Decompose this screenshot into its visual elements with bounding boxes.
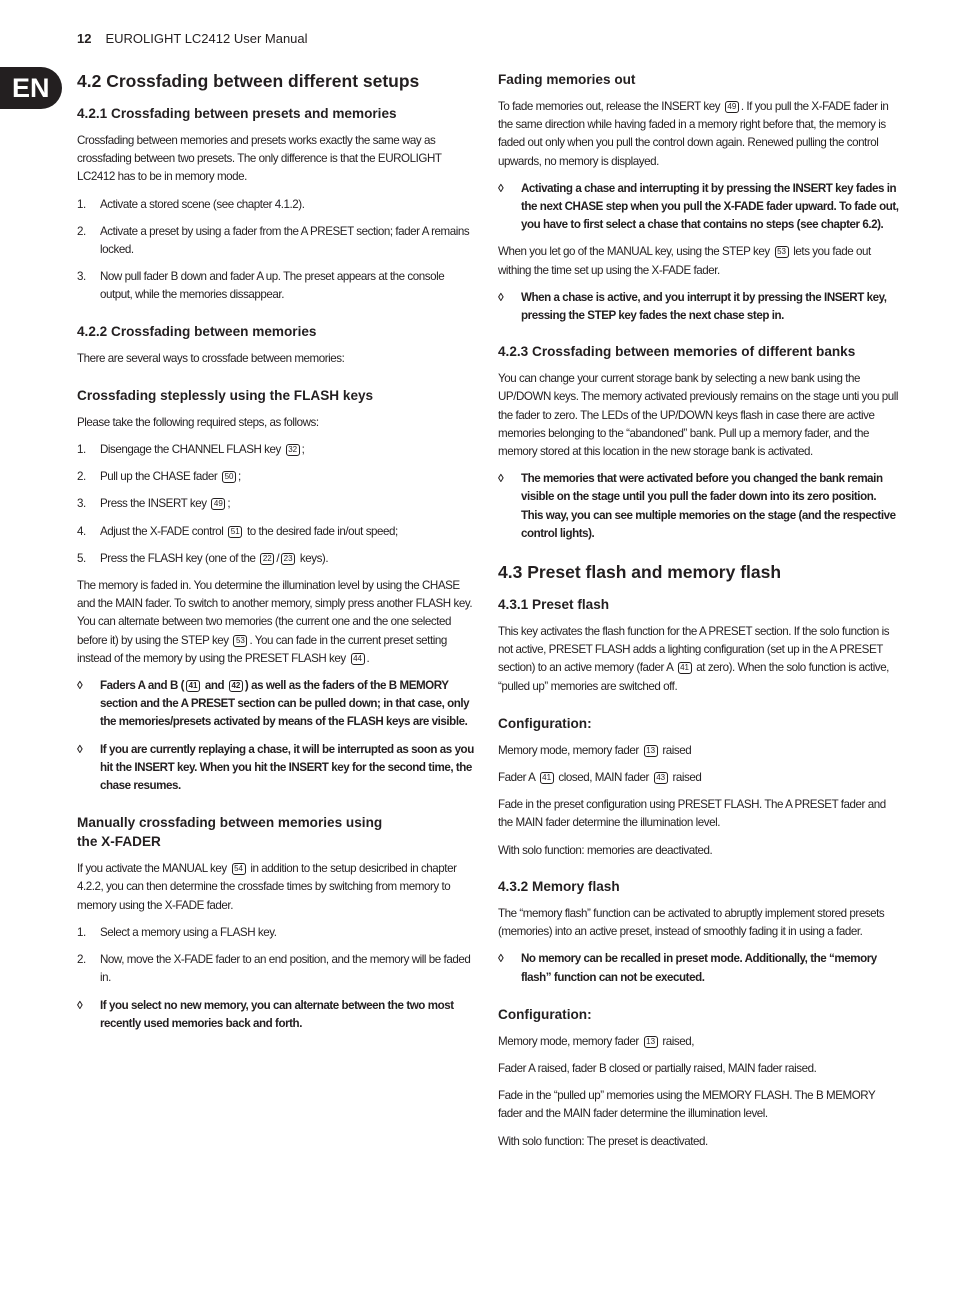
control-reference: 23: [281, 553, 295, 565]
control-reference: 54: [232, 863, 246, 875]
heading-line: the X-FADER: [77, 834, 161, 850]
step-number: 1.: [77, 925, 86, 939]
subsection-heading-4-2-1: 4.2.1 Crossfading between presets and memories: [77, 106, 397, 121]
step-text-part: Adjust the X-FADE control: [100, 524, 224, 538]
heading-fading-out: Fading memories out: [498, 72, 636, 87]
left-column: [77, 70, 479, 1042]
step-number: 2.: [77, 470, 86, 484]
subsection-heading-4-3-1: 4.3.1 Preset flash: [498, 597, 610, 613]
diamond-icon: ◊: [77, 679, 83, 693]
text-run: raised: [662, 743, 692, 757]
list-item: [77, 924, 479, 942]
subsection-heading-4-2-2: 4.2.2 Crossfading between memories: [77, 323, 317, 339]
page-header: [77, 31, 308, 46]
text-run: and: [204, 679, 225, 693]
control-reference: 53: [233, 635, 247, 647]
control-reference: 13: [644, 745, 658, 757]
heading-manual-crossfade: [77, 813, 479, 851]
steps-list: [77, 924, 479, 988]
step-text: [100, 441, 479, 459]
right-column: [498, 70, 900, 1160]
control-reference: 32: [286, 444, 300, 456]
note: [77, 997, 479, 1033]
paragraph: [77, 860, 479, 915]
step-text-part: keys).: [299, 551, 329, 565]
text-run: Memory mode, memory fader: [498, 1034, 639, 1048]
paragraph: There are several ways to crossfade between memories:: [77, 351, 345, 365]
heading-flash-keys: Crossfading steplessly using the FLASH keys: [77, 387, 374, 403]
text-run: in addition to the setup desicribed in chapter 4.2.2, you can then determine the crossfade times by switching from memory to memory using the X-FADE fader.: [77, 862, 457, 912]
text-run: ) as well as the faders of the B MEMORY section and the A PRESET section can be pulled down; in that case, only the memories/presets activated by means of the FLASH keys are visible.: [100, 679, 470, 729]
text-run: Fader A: [498, 771, 535, 785]
separator: /: [276, 551, 280, 565]
text-run: If you activate the MANUAL key: [77, 862, 227, 876]
subsection-heading-4-3-2: 4.3.2 Memory flash: [498, 878, 620, 894]
paragraph: [498, 623, 900, 696]
note: [498, 950, 900, 986]
text-run: Memory mode, memory fader: [498, 743, 639, 757]
note-text: When a chase is active, and you interrupt it by pressing the INSERT key, pressing the STEP key fades the next chase step in.: [521, 290, 887, 323]
note-text: If you select no new memory, you can alternate between the two most recently used memories back and forth.: [100, 998, 454, 1030]
diamond-icon: ◊: [77, 998, 83, 1012]
text-run: closed, MAIN fader: [558, 771, 649, 785]
step-text: [100, 550, 479, 568]
list-item: [77, 223, 479, 259]
step-text: [100, 523, 479, 541]
subsection-heading-4-2-3: 4.2.3 Crossfading between memories of different banks: [498, 344, 856, 360]
list-item: [77, 441, 479, 459]
paragraph: With solo function: The preset is deactivated.: [498, 1134, 708, 1148]
step-number: 3.: [77, 270, 86, 284]
note: [498, 180, 900, 235]
step-text: Activate a preset by using a fader from the A PRESET section; fader A remains locked.: [100, 224, 470, 257]
page-number: 12: [77, 31, 92, 46]
text-run: lets you fade out withing the time set up using the X-FADE fader.: [498, 245, 871, 277]
step-number: 2.: [77, 224, 86, 238]
text-run: To fade memories out, release the INSERT key: [498, 100, 721, 113]
heading-configuration: Configuration:: [498, 715, 592, 731]
text-run: Faders A and B (: [100, 679, 185, 693]
paragraph: Fade in the preset configuration using PRESET FLASH. The A PRESET fader and the MAIN fader determine the illumination level.: [498, 798, 886, 830]
note: [498, 470, 900, 543]
steps-list: [77, 196, 479, 305]
section-heading-4-3: 4.3 Preset flash and memory flash: [498, 562, 782, 583]
note-text: The memories that were activated before you changed the bank remain visible on the stage until you pull the fader down into its zero position. This way, you can see multiple memories on the stage (and the respective control lights).: [521, 472, 896, 540]
step-number: 5.: [77, 551, 86, 565]
paragraph: You can change your current storage bank by selecting a new bank using the UP/DOWN keys. The memory activated previously remains on the stage unti you pull the fader to zero. The LEDs of the UP/DOWN keys flash in case there are active memories belonging to the “abandoned” bank. Pull up a memory fader, and the memory stored at this location in the new storage bank is activated.: [498, 372, 899, 459]
paragraph: [498, 98, 900, 171]
text-run: . You can fade in the current preset setting instead of the memory by using the PRESET FLASH key: [77, 633, 447, 665]
step-text: Select a memory using a FLASH key.: [100, 925, 277, 939]
step-text-part: Press the INSERT key: [100, 497, 207, 511]
step-text: Activate a stored scene (see chapter 4.1.2).: [100, 197, 305, 211]
text-run: raised,: [662, 1034, 695, 1048]
step-text-part: to the desired fade in/out speed;: [247, 524, 398, 538]
note: [77, 741, 479, 796]
text-run: . If you pull the X-FADE fader in the same direction while having faded in a memory right before that, the memory is faded out only when you pull the control down again. Renewed pulling the control upwards, no memory is displayed.: [498, 100, 889, 168]
language-tab: EN: [0, 67, 62, 109]
list-item: [77, 951, 479, 987]
list-item: [77, 523, 479, 541]
step-text-part: ;: [227, 497, 231, 511]
step-text-part: Press the FLASH key (one of the: [100, 551, 256, 565]
manual-title: EUROLIGHT LC2412 User Manual: [105, 31, 308, 46]
list-item: [77, 495, 479, 513]
step-number: 1.: [77, 197, 86, 211]
diamond-icon: ◊: [498, 181, 504, 195]
control-reference: 41: [540, 772, 554, 784]
paragraph: Please take the following required steps, as follows:: [77, 415, 319, 429]
text-run: raised: [672, 771, 702, 785]
step-text: [100, 495, 479, 513]
paragraph: [498, 742, 900, 760]
list-item: [77, 468, 479, 486]
control-reference: 43: [654, 772, 668, 784]
control-reference: 49: [211, 498, 225, 510]
control-reference: 49: [725, 101, 739, 113]
note-text: No memory can be recalled in preset mode. Additionally, the “memory flash” function can not be executed.: [521, 952, 877, 984]
control-reference: 41: [186, 680, 200, 692]
control-reference: 51: [228, 526, 242, 538]
text-run: This key activates the flash function for the A PRESET section. If the solo function is not active, PRESET FLASH adds a lighting configuration (set up in the A PRESET section) to an active memory (fader A: [498, 625, 890, 675]
note-text: If you are currently replaying a chase, it will be interrupted as soon as you hit the INSERT key. When you hit the INSERT key for the second time, the chase resumes.: [100, 742, 474, 793]
paragraph: With solo function: memories are deactivated.: [498, 843, 713, 857]
control-reference: 44: [351, 653, 365, 665]
list-item: [77, 268, 479, 304]
text-run: .: [366, 651, 370, 665]
step-text-part: Pull up the CHASE fader: [100, 470, 218, 484]
step-text-part: ;: [238, 470, 241, 484]
paragraph: [498, 1033, 900, 1051]
paragraph: [498, 243, 900, 279]
step-number: 4.: [77, 524, 86, 538]
note-text: Activating a chase and interrupting it by pressing the INSERT key fades in the next CHASE step when you pull the X-FADE fader upward. To fade out, you have to first select a chase that contains no steps (see chapter 6.2).: [521, 181, 899, 232]
step-text-part: Disengage the CHANNEL FLASH key: [100, 443, 281, 457]
control-reference: 42: [229, 680, 243, 692]
paragraph: [498, 769, 900, 787]
step-text: Now pull fader B down and fader A up. The preset appears at the console output, while the memories dissappear.: [100, 270, 445, 302]
diamond-icon: ◊: [498, 952, 504, 966]
step-text: Now, move the X-FADE fader to an end position, and the memory will be faded in.: [100, 953, 471, 985]
control-reference: 50: [222, 471, 236, 483]
step-number: 2.: [77, 953, 86, 967]
step-text-part: ;: [301, 443, 305, 457]
control-reference: 53: [775, 246, 789, 258]
list-item: [77, 550, 479, 568]
diamond-icon: ◊: [77, 742, 83, 756]
step-number: 3.: [77, 497, 86, 511]
text-run: When you let go of the MANUAL key, using the STEP key: [498, 245, 770, 259]
paragraph: Fader A raised, fader B closed or partially raised, MAIN fader raised.: [498, 1061, 817, 1075]
note: [77, 677, 479, 732]
control-reference: 13: [644, 1036, 658, 1048]
text-run: The memory is faded in. You determine the illumination level by using the CHASE and the MAIN fader. To switch to another memory, simply press another FLASH key. You can alternate between two memories (the current one and the one selected before it) by using the STEP key: [77, 579, 473, 647]
text-run: at zero). When the solo function is active, “pulled up” memories are switched off.: [498, 661, 889, 693]
note-text: [100, 677, 479, 732]
paragraph: The “memory flash” function can be activated to abruptly implement stored presets (memories) into an active preset, instead of smoothly fading it in using a fader.: [498, 906, 885, 939]
control-reference: 41: [678, 662, 692, 674]
heading-configuration: Configuration:: [498, 1006, 592, 1022]
paragraph: [77, 577, 479, 668]
flash-steps-list: [77, 441, 479, 568]
diamond-icon: ◊: [498, 290, 504, 304]
step-text: [100, 468, 479, 486]
control-reference: 22: [260, 553, 274, 565]
note: [498, 289, 900, 325]
step-number: 1.: [77, 443, 86, 457]
section-heading-4-2: 4.2 Crossfading between different setups: [77, 71, 420, 91]
diamond-icon: ◊: [498, 472, 504, 486]
heading-line: Manually crossfading between memories using: [77, 815, 383, 831]
paragraph: Fade in the “pulled up” memories using the MEMORY FLASH. The B MEMORY fader and the MAIN fader determine the illumination level.: [498, 1089, 876, 1121]
list-item: [77, 196, 479, 214]
paragraph: Crossfading between memories and presets works exactly the same way as crossfading between two presets. The only difference is that the EUROLIGHT LC2412 has to be in memory mode.: [77, 134, 442, 184]
